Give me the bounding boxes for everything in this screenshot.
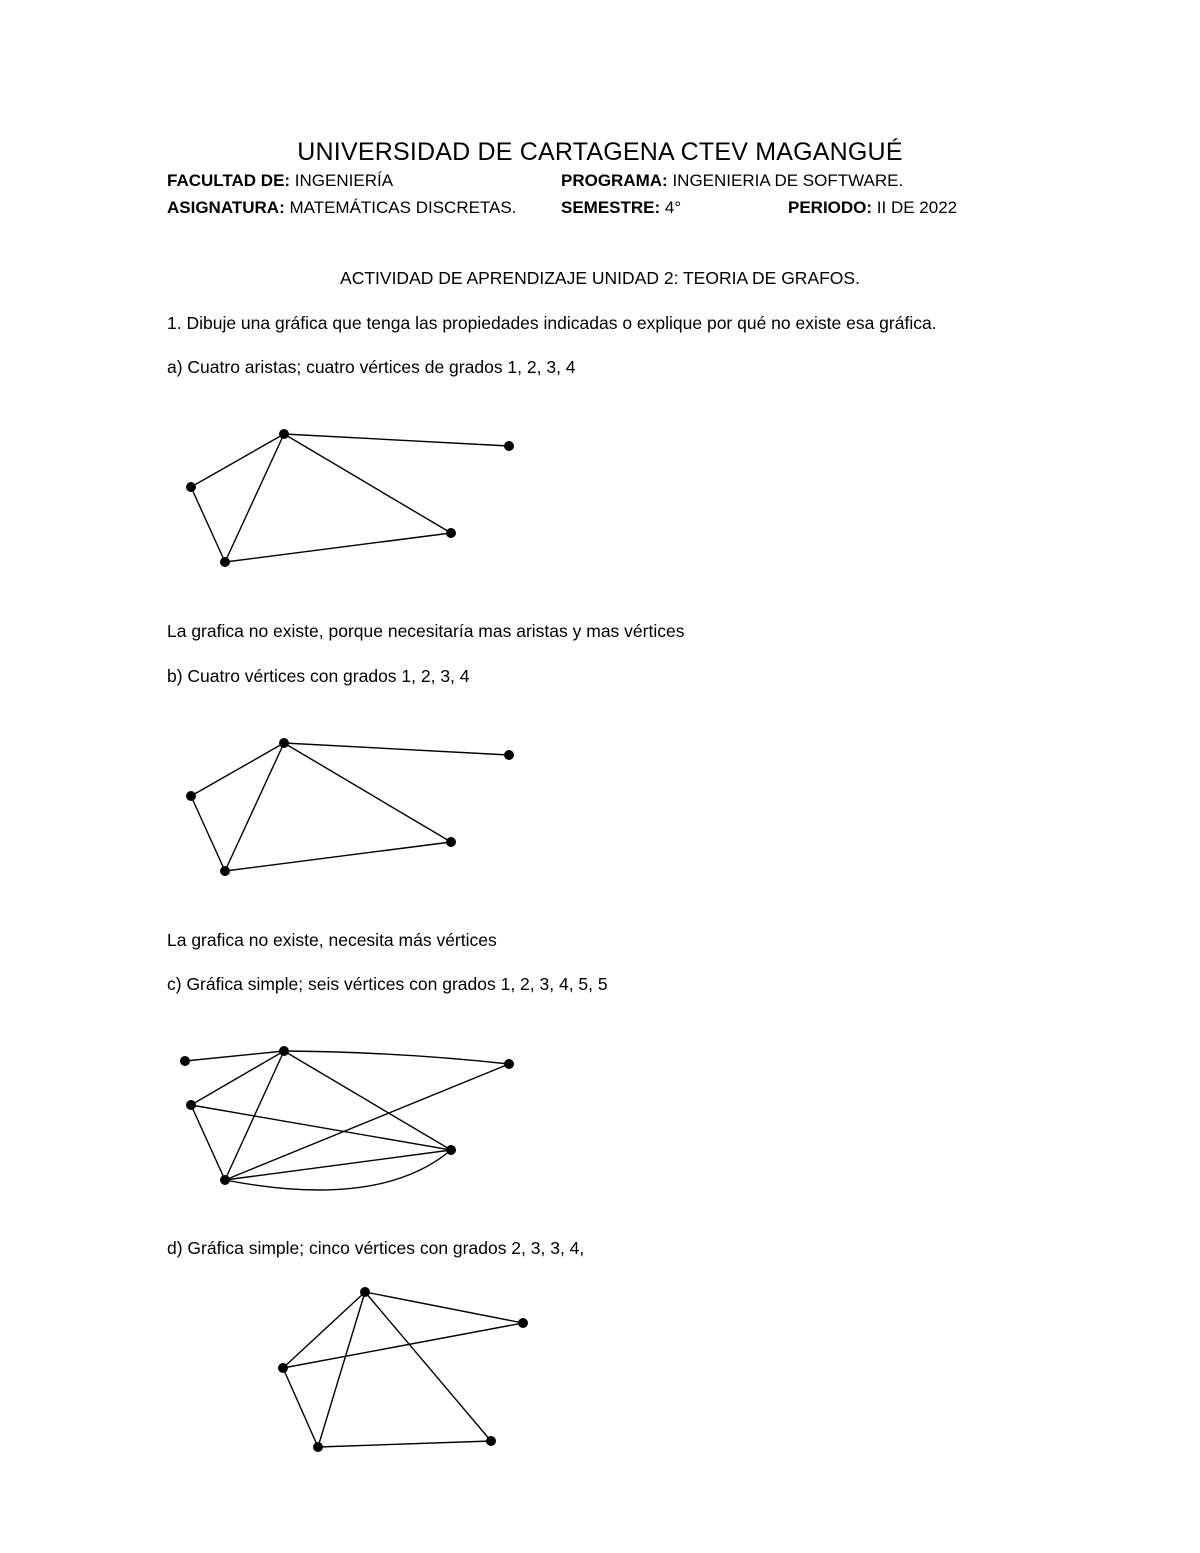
vertex xyxy=(518,1318,528,1328)
edge xyxy=(365,1292,523,1323)
edge xyxy=(283,1368,318,1447)
period-value: II DE 2022 xyxy=(872,198,958,217)
vertex xyxy=(360,1287,370,1297)
edge xyxy=(318,1292,365,1447)
semester-value: 4° xyxy=(660,198,682,217)
edge xyxy=(283,1292,365,1368)
faculty-value: INGENIERÍA xyxy=(290,171,394,190)
vertex xyxy=(278,1363,288,1373)
program-label: PROGRAMA: xyxy=(561,171,668,190)
faculty-label: FACULTAD DE: xyxy=(167,171,291,190)
part-a-prompt: a) Cuatro aristas; cuatro vértices de grados 1, 2, 3, 4 xyxy=(167,357,576,377)
part-b-prompt: b) Cuatro vértices con grados 1, 2, 3, 4 xyxy=(167,666,470,686)
part-d-prompt: d) Gráfica simple; cinco vértices con grados 2, 3, 3, 4, xyxy=(167,1238,585,1258)
edge xyxy=(283,1323,523,1368)
part-c-prompt: c) Gráfica simple; seis vértices con grados 1, 2, 3, 4, 5, 5 xyxy=(167,974,608,994)
subject-label: ASIGNATURA: xyxy=(167,198,285,217)
part-b-answer: La grafica no existe, necesita más vértices xyxy=(167,930,497,950)
edge xyxy=(318,1441,491,1447)
program-value: INGENIERIA DE SOFTWARE. xyxy=(667,171,904,190)
subject-value: MATEMÁTICAS DISCRETAS. xyxy=(284,198,517,217)
vertex xyxy=(486,1436,496,1446)
semester-label: SEMESTRE: xyxy=(561,198,661,217)
edge xyxy=(365,1292,491,1441)
vertex xyxy=(313,1442,323,1452)
part-a-answer: La grafica no existe, porque necesitaría mas aristas y mas vértices xyxy=(167,621,685,641)
question-1: 1. Dibuje una gráfica que tenga las propiedades indicadas o explique por qué no existe esa gráfica. xyxy=(167,313,937,333)
activity-title: ACTIVIDAD DE APRENDIZAJE UNIDAD 2: TEORIA DE GRAFOS. xyxy=(340,268,860,288)
university-title: UNIVERSIDAD DE CARTAGENA CTEV MAGANGUÉ xyxy=(297,138,903,166)
period-label: PERIODO: xyxy=(788,198,873,217)
